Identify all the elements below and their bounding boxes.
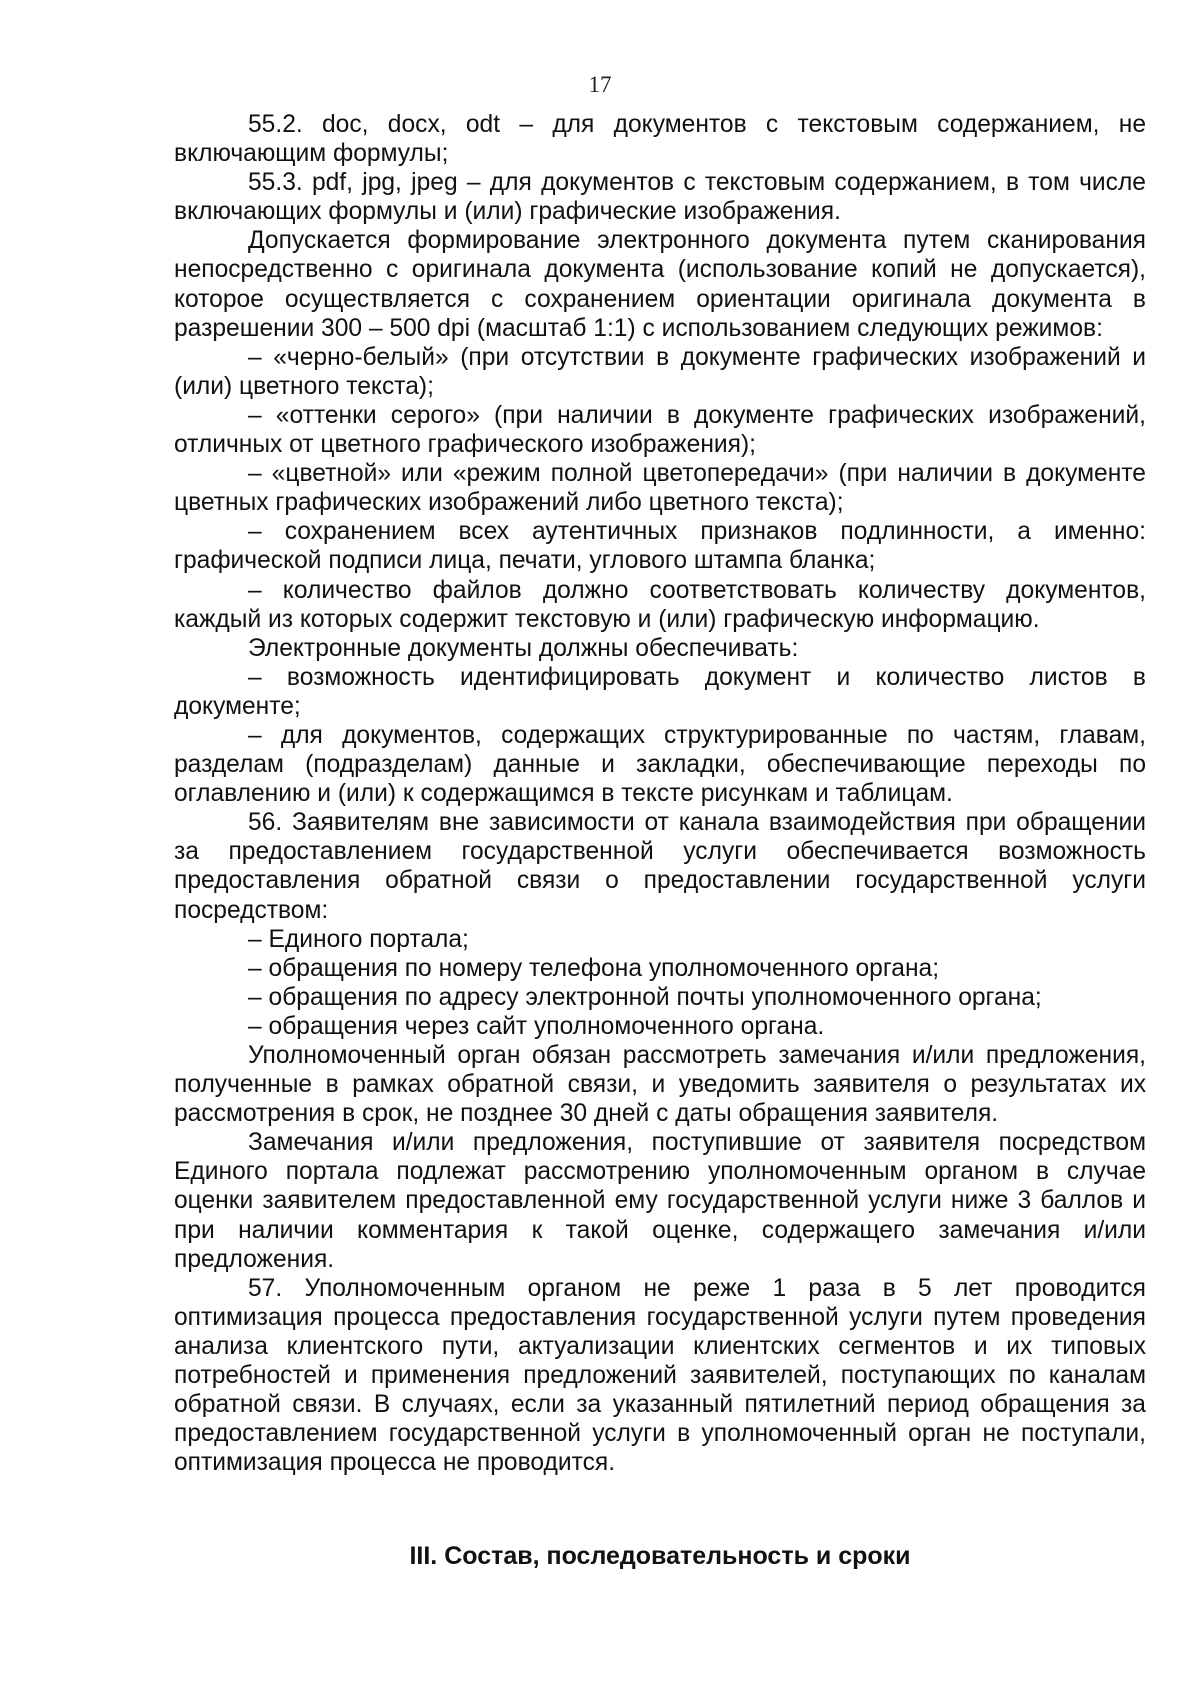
list-item-grayscale: – «оттенки серого» (при наличии в документе графических изображений, отличных от цветного графического изображения); (174, 401, 1146, 459)
paragraph-56: 56. Заявителям вне зависимости от канала взаимодействия при обращении за предоставлением государственной услуги обеспечивается возможность предоставления обратной связи о предоставлении государственной услуги посредством: (174, 809, 1146, 924)
list-item-website: – обращения через сайт уполномоченного органа. (248, 1012, 825, 1040)
paragraph-review-obligation: Уполномоченный орган обязан рассмотреть замечания и/или предложения, полученные в рамках обратной связи, и уведомить заявителя о результатах их рассмотрения в срок, не позднее 30 дней с даты обращения заявителя. (174, 1042, 1146, 1128)
paragraph-scanning: Допускается формирование электронного документа путем сканирования непосредственно с оригинала документа (использование копий не допускается), которое осуществляется с сохранением ориентации оригинала документа в разрешении 300 – 500 dpi (масштаб 1:1) с использованием следующих режимов: (174, 227, 1146, 342)
list-item-identification: – возможность идентифицировать документ и количество листов в документе; (174, 663, 1146, 720)
list-item-phone: – обращения по номеру телефона уполномоченного органа; (248, 954, 940, 982)
list-item-email: – обращения по адресу электронной почты уполномоченного органа; (248, 983, 1042, 1011)
paragraph-electronic-docs: Электронные документы должны обеспечивать: (248, 634, 799, 662)
list-item-structured: – для документов, содержащих структурированные по частям, главам, разделам (подразделам) данные и закладки, обеспечивающие переходы по оглавлению и (или) к содержащимся в тексте рисункам и таблицам. (174, 721, 1146, 808)
paragraph-portal-feedback: Замечания и/или предложения, поступившие от заявителя посредством Единого портала подлежат рассмотрению уполномоченным органом в случае оценки заявителем предоставленной ему государственной услуги ниже 3 баллов и при наличии комментария к такой оценке, содержащего замечания и/или предложения. (174, 1129, 1146, 1273)
section-heading: III. Состав, последовательность и сроки (409, 1542, 911, 1570)
list-item-file-count: – количество файлов должно соответствовать количеству документов, каждый из которых содержит текстовую и (или) графическую информацию. (174, 576, 1146, 633)
list-item-black-white: – «черно-белый» (при отсутствии в документе графических изображений и (или) цветного текста); (174, 343, 1146, 400)
page-number: 17 (588, 72, 612, 97)
list-item-portal: – Единого портала; (248, 925, 469, 953)
paragraph-55-2: 55.2. doc, docx, odt – для документов с текстовым содержанием, не включающим формулы; (174, 111, 1146, 168)
list-item-color: – «цветной» или «режим полной цветопередачи» (при наличии в документе цветных графических изображений либо цветного текста); (174, 460, 1146, 517)
paragraph-55-3: 55.3. pdf, jpg, jpeg – для документов с текстовым содержанием, в том числе включающих формулы и (или) графические изображения. (174, 169, 1146, 226)
list-item-authenticity: – сохранением всех аутентичных признаков подлинности, а именно: графической подписи лица, печати, углового штампа бланка; (174, 518, 1146, 575)
paragraph-57: 57. Уполномоченным органом не реже 1 раза в 5 лет проводится оптимизация процесса предоставления государственной услуги путем проведения анализа клиентского пути, актуализации клиентских сегментов и их типовых потребностей и применения предложений заявителей, поступающих по каналам обратной связи. В случаях, если за указанный пятилетний период обращения за предоставлением государственной услуги в уполномоченный орган не поступали, оптимизация процесса не проводится. (174, 1274, 1146, 1477)
body-text (174, 110, 1146, 1477)
